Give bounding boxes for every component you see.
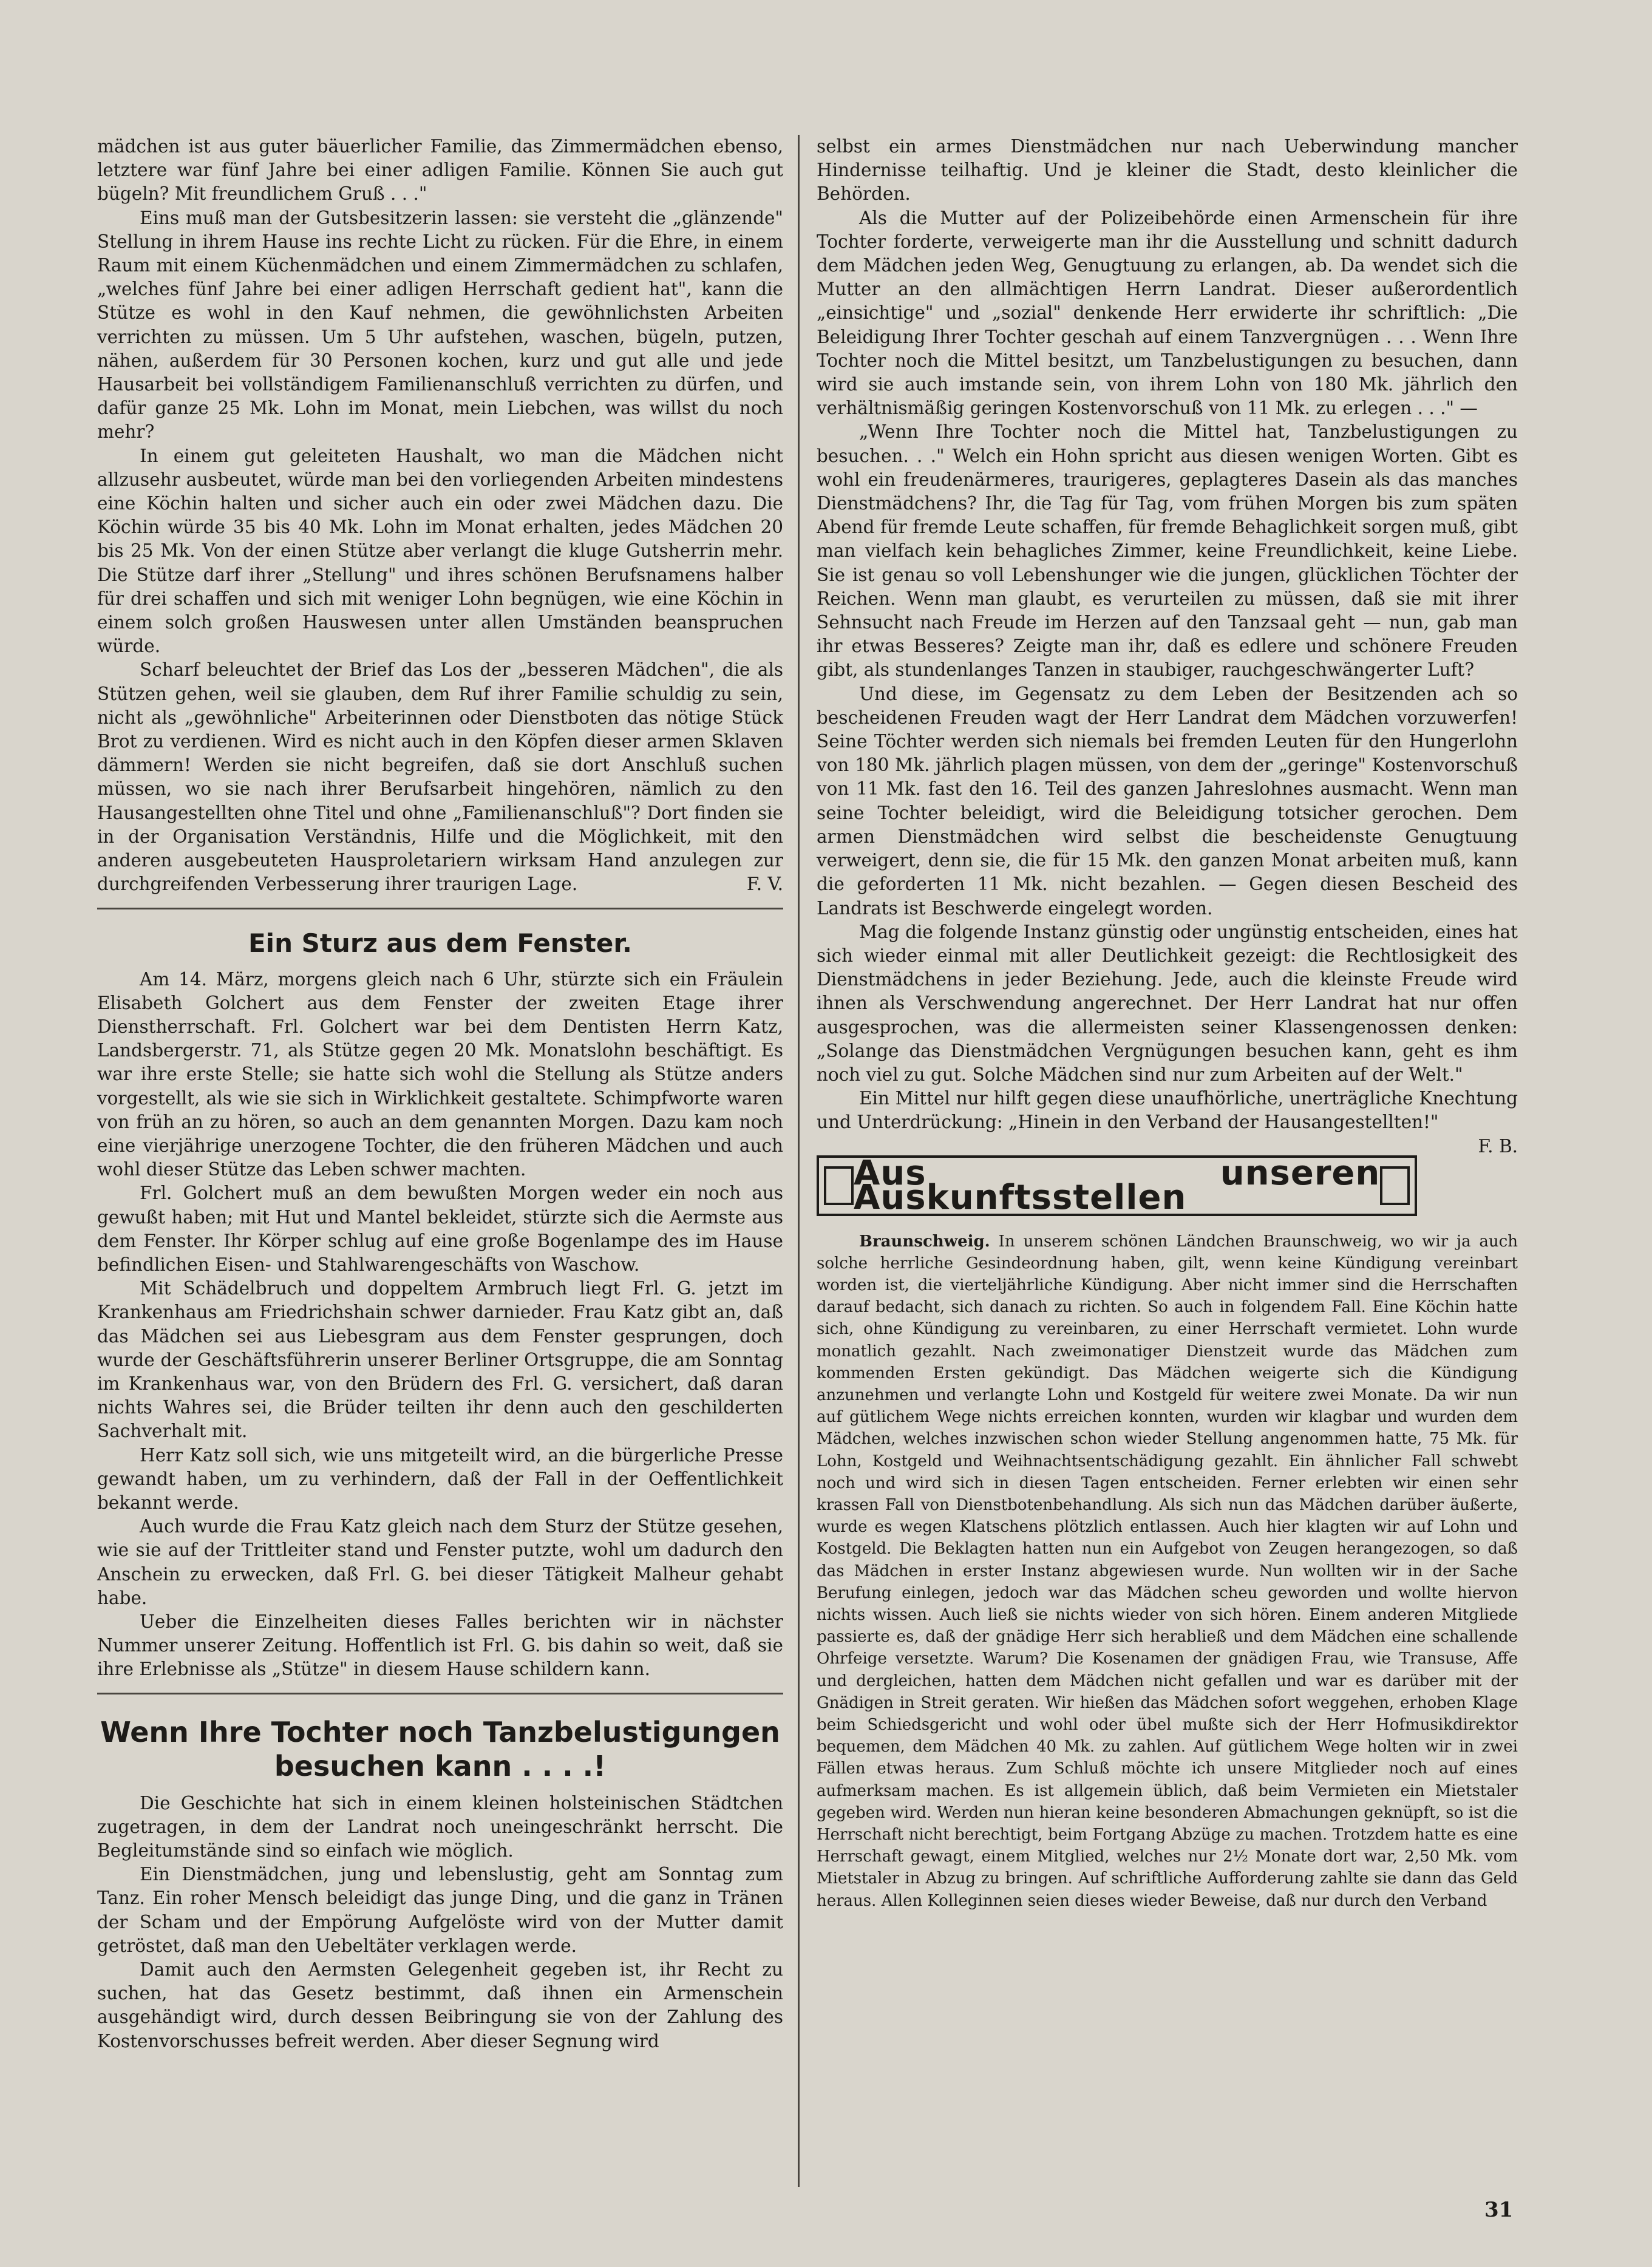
article-heading — [97, 1715, 783, 1783]
left-column — [97, 135, 783, 2053]
paragraph: Herr Katz soll sich, wie uns mitgeteilt wird, an die bürgerliche Presse gewandt haben, um zu verhindern, daß der Fall in der Oeffentlichkeit bekannt werde. — [97, 1444, 783, 1513]
section-divider — [97, 1693, 783, 1694]
paragraph: Mag die folgende Instanz günstig oder ungünstig entscheiden, eines hat sich wieder einmal mit aller Deutlichkeit gezeigt: die Rechtlosigkeit des Dienstmädchens in jeder Beziehung. Jede, auch die kleinste Freude wird ihnen als Verschwendung angerechnet. Der Herr Landrat hat nur offen ausgesprochen, was die allermeisten seiner Klassengenossen denken: „Solange das Dienstmädchen Vergnügungen besuchen kann, geht es ihm noch viel zu gut. Solche Mädchen sind nur zum Arbeiten auf der Welt." — [817, 921, 1518, 1085]
box-ornament — [1380, 1166, 1410, 1205]
paragraph: „Wenn Ihre Tochter noch die Mittel hat, Tanzbelustigungen zu besuchen. . ." Welch ein Hohn spricht aus diesen wenigen Worten. Gibt es wohl ein freudenärmeres, traurigeres, geplagteres Dasein als das manches Dienstmädchens? Ihr, die Tag für Tag, vom frühen Morgen bis zum späten Abend für fremde Leute schaffen, für fremde Behaglichkeit sorgen muß, gibt man vielfach kein behagliches Zimmer, keine Freundlichkeit, keine Liebe. Sie ist genau so voll Lebenshunger wie die jungen, glücklichen Töchter der Reichen. Wenn man glaubt, es verurteilen zu müssen, daß sie mit ihrer Sehnsucht nach Freude im Herzen auf den Tanzsaal geht — nun, gab man ihr etwas Besseres? Zeigte man ihr, daß es edlere und schönere Freuden gibt, als stundenlanges Tanzen in staubiger, rauchgeschwängerter Luft? — [817, 421, 1518, 681]
article-heading: Ein Sturz aus dem Fenster. — [248, 928, 633, 958]
report-location: Braunschweig. — [859, 1232, 990, 1251]
paragraph-text: Ein Mittel nur hilft gegen diese unaufhörliche, unerträgliche Knechtung und Unterdrückung: „Hinein in den Verband der Hausangestellten!" — [817, 1088, 1518, 1133]
paragraph: Die Geschichte hat sich in einem kleinen holsteinischen Städtchen zugetragen, in dem der Landrat noch uneingeschränkt herrscht. Die Begleitumstände sind so einfach wie möglich. — [97, 1792, 783, 1861]
paragraph: mädchen ist aus guter bäuerlicher Familie, das Zimmermädchen ebenso, letztere war fünf Jahre bei einer adligen Familie. Können Sie auch gut bügeln? Mit freundlichem Gruß . . ." — [97, 136, 783, 205]
paragraph: selbst ein armes Dienstmädchen nur nach Ueberwindung mancher Hindernisse teilhaftig. Und je kleiner die Stadt, desto kleinlicher die Behörden. — [817, 136, 1518, 205]
paragraph — [97, 658, 783, 896]
paragraph: Damit auch den Aermsten Gelegenheit gegeben ist, ihr Recht zu suchen, hat das Gesetz bestimmt, daß ihnen ein Armenschein ausgehändigt wird, durch dessen Beibringung sie von der Zahlung des Kostenvorschusses befreit werden. Aber dieser Segnung wird — [97, 1959, 783, 2051]
paragraph: Auch wurde die Frau Katz gleich nach dem Sturz der Stütze gesehen, wie sie auf der Trittleiter stand und Fenster putzte, wohl um dadurch den Anschein zu erwecken, daß Frl. G. bei dieser Tätigkeit Malheur gehabt habe. — [97, 1516, 783, 1608]
heading-line: Wenn Ihre Tochter noch Tanzbelustigungen — [100, 1715, 780, 1749]
paragraph: Frl. Golchert muß an dem bewußten Morgen weder ein noch aus gewußt haben; mit Hut und Mantel bekleidet, stürzte sich die Aermste aus dem Fenster. Ihr Körper schlug auf eine große Bogenlampe des im Hause befindlichen Eisen- und Stahlwarengeschäfts von Waschow. — [97, 1183, 783, 1275]
report-paragraph — [817, 1231, 1518, 1912]
paragraph: In einem gut geleiteten Haushalt, wo man die Mädchen nicht allzusehr ausbeutet, würde man bei den vorliegenden Arbeiten mindestens eine Köchin halten und sicher auch ein oder zwei Mädchen dazu. Die Köchin würde 35 bis 40 Mk. Lohn im Monat erhalten, jedes Mädchen 20 bis 25 Mk. Von der einen Stütze aber verlangt die kluge Gutsherrin mehr. Die Stütze darf ihrer „Stellung" und ihres schönen Berufsnamens halber für drei schaffen und sich mit weniger Lohn begnügen, wie eine Köchin in einem solch großen Hauswesen unter allen Umständen beanspruchen würde. — [97, 445, 783, 657]
box-ornament — [824, 1166, 854, 1205]
paragraph: Ueber die Einzelheiten dieses Falles berichten wir in nächster Nummer unserer Zeitung. Hoffentlich ist Frl. G. bis dahin so weit, daß sie ihre Erlebnisse als „Stütze" in diesem Hause schildern kann. — [97, 1611, 783, 1680]
heading-line: besuchen kann . . . .! — [274, 1749, 607, 1783]
section-divider — [97, 908, 783, 909]
paragraph — [817, 1087, 1518, 1157]
paragraph: Ein Dienstmädchen, jung und lebenslustig, geht am Sonntag zum Tanz. Ein roher Mensch beleidigt das junge Ding, und die ganz in Tränen der Scham und der Empörung Aufgelöste wird von der Mutter damit getröstet, daß man den Uebeltäter verklagen werde. — [97, 1864, 783, 1956]
paragraph: Und diese, im Gegensatz zu dem Leben der Besitzenden ach so bescheidenen Freuden wagt der Herr Landrat dem Mädchen vorzuwerfen! Seine Töchter werden sich niemals bei fremden Leuten für den Hungerlohn von 180 Mk. jährlich plagen müssen, von dem der „geringe" Kostenvorschuß von 11 Mk. fast den 16. Teil des ganzen Jahreslohnes ausmacht. Wenn man seine Tochter beleidigt, wird die Beleidigung totsicher gerochen. Dem armen Dienstmädchen wird selbst die bescheidenste Genugtuung verweigert, denn sie, die für 15 Mk. den ganzen Monat arbeiten muß, kann die geforderten 11 Mk. nicht bezahlen. — Gegen diesen Bescheid des Landrats ist Beschwerde eingelegt worden. — [817, 683, 1518, 919]
paragraph: Eins muß man der Gutsbesitzerin lassen: sie versteht die „glänzende" Stellung in ihrem Hause ins rechte Licht zu rücken. Für die Ehre, in einem Raum mit einem Küchenmädchen und einem Zimmermädchen zu schlafen, „welches fünf Jahre bei einer adligen Herrschaft gedient hat", kann die Stütze es wohl in den Kauf nehmen, die gewöhnlichsten Arbeiten verrichten zu müssen. Um 5 Uhr aufstehen, waschen, bügeln, putzen, nähen, außerdem für 30 Personen kochen, kurz und gut alle und jede Hausarbeit bei vollständigem Familienanschluß verrichten zu dürfen, und dafür ganze 25 Mk. Lohn im Monat, mein Liebchen, was willst du noch mehr? — [97, 207, 783, 443]
paragraph: Mit Schädelbruch und doppeltem Armbruch liegt Frl. G. jetzt im Krankenhaus am Friedrichshain schwer darnieder. Frau Katz gibt an, daß das Mädchen sei aus Liebesgram aus dem Fenster gesprungen, doch wurde der Geschäftsführerin unserer Berliner Ortsgruppe, die am Sonntag im Krankenhaus war, von den Brüdern des Frl. G. versichert, daß daran nichts Wahres sei, die Brüder teilten ihr denn auch den geschilderten Sachverhalt mit. — [97, 1278, 783, 1442]
column-divider — [798, 135, 800, 2187]
signature: F. B. — [1478, 1135, 1518, 1157]
paragraph: Als die Mutter auf der Polizeibehörde einen Armenschein für ihre Tochter forderte, verweigerte man ihr die Ausstellung und schnitt dadurch dem Mädchen jeden Weg, Genugtuung zu erlangen, ab. Da wendet sich die Mutter an den allmächtigen Herrn Landrat. Dieser außerordentlich „einsichtige" und „sozial" denkende Herr erwiderte ihr schriftlich: „Die Beleidigung Ihrer Tochter geschah auf einem Tanzvergnügen . . . Wenn Ihre Tochter noch die Mittel besitzt, um Tanzbelustigungen zu besuchen, dann wird sie auch imstande sein, von ihrem Lohn von 180 Mk. jährlich den verhältnismäßig geringen Kostenvorschuß von 11 Mk. zu erlegen . . ." — — [817, 207, 1518, 419]
paragraph-text: Scharf beleuchtet der Brief das Los der „besseren Mädchen", die als Stützen gehen, weil sie glauben, dem Ruf ihrer Familie schuldig zu sein, nicht als „gewöhnliche" Arbeiterinnen oder Dienstboten das nötige Stück Brot zu verdienen. Wird es nicht auch in den Köpfen dieser armen Sklaven dämmern! Werden sie nicht begreifen, daß sie dort Anschluß suchen müssen, wo sie nach ihrer Berufsarbeit hingehören, nämlich zu den Hausangestellten ohne Titel und ohne „Familienanschluß"? Dort finden sie in der Organisation Verständnis, Hilfe und die Möglichkeit, mit den anderen ausgebeuteten Hausproletariern wirksam Hand anzulegen zur durchgreifenden Verbesserung ihrer traurigen Lage. — [97, 659, 783, 895]
section-header-box — [817, 1155, 1417, 1216]
section-title: Aus unseren Auskunftsstellen — [854, 1154, 1381, 1217]
right-column — [817, 135, 1518, 1912]
page-number: 31 — [1484, 2198, 1514, 2222]
report-text: In unserem schönen Ländchen Braunschweig, wo wir ja auch solche herrliche Gesindeordnung haben, gilt, wenn keine Kündigung vereinbart worden ist, die vierteljährliche Kündigung. Aber nicht immer sind die Herrschaften darauf bedacht, sich danach zu richten. So auch in folgendem Fall. Eine Köchin hatte sich, ohne Kündigung zu vereinbaren, zu einer Herrschaft vermietet. Lohn wurde monatlich gezahlt. Nach zweimonatiger Dienstzeit wurde das Mädchen zum kommenden Ersten gekündigt. Das Mädchen weigerte sich die Kündigung anzunehmen und verlangte Lohn und Kostgeld für weitere zwei Monate. Da wir nun auf gütlichem Wege nichts erreichen konnten, wurden wir klagbar und wurden dem Mädchen, welches inzwischen schon wieder Stellung angenommen hatte, 75 Mk. für Lohn, Kostgeld und Weihnachtsentschädigung gezahlt. Ein ähnlicher Fall schwebt noch und wird sich in diesen Tagen entscheiden. Ferner erlebten wir einen sehr krassen Fall von Dienstbotenbehandlung. Als sich nun das Mädchen darüber äußerte, wurde es wegen Klatschens plötzlich entlassen. Auch hier klagten wir auf Lohn und Kostgeld. Die Beklagten hatten nun ein Aufgebot von Zeugen herangezogen, so daß das Mädchen in erster Instanz abgewiesen wurde. Nun wollten wir in der Sache Berufung einlegen, jedoch war das Mädchen scheu geworden und wollte hiervon nichts wissen. Auch ließ sie nichts wieder von sich hören. Einem anderen Mitgliede passierte es, daß der gnädige Herr sich herabließ und dem Mädchen eine schallende Ohrfeige versetzte. Warum? Die Kosenamen der gnädigen Frau, wie Transuse, Affe und dergleichen, hatten dem Mädchen nicht gefallen und war es darüber mit der Gnädigen in Streit geraten. Wir hießen das Mädchen sofort weggehen, erhoben Klage beim Schiedsgericht und wohl oder übel mußte sich der Herr Hofmusikdirektor bequemen, dem Mädchen 40 Mk. zu zahlen. Auf gütlichem Wege holten wir in zwei Fällen etwas heraus. Zum Schluß möchte ich unsere Mitglieder noch auf eines aufmerksam machen. Es ist allgemein üblich, daß beim Vermieten ein Mietstaler gegeben wird. Werden nun hieran keine besonderen Abmachungen geknüpft, so ist die Herrschaft nicht berechtigt, beim Fortgang Abzüge zu machen. Trotzdem hatte es eine Herrschaft gewagt, einem Mitglied, welches nur 2½ Monate dort war, 2,50 Mk. vom Mietstaler in Abzug zu bringen. Auf schriftliche Aufforderung zahlte sie dann das Geld heraus. Allen Kolleginnen seien dieses wieder Beweise, daß nur durch den Verband — [817, 1232, 1518, 1910]
paragraph: Am 14. März, morgens gleich nach 6 Uhr, stürzte sich ein Fräulein Elisabeth Golchert aus dem Fenster der zweiten Etage ihrer Dienstherrschaft. Frl. Golchert war bei dem Dentisten Herrn Katz, Landsbergerstr. 71, als Stütze gegen 20 Mk. Monatslohn beschäftigt. Es war ihre erste Stelle; sie hatte sich wohl die Stellung als Stütze anders vorgestellt, als wie sie sich in Wirklichkeit gestaltete. Schimpfworte waren von früh an zu hören, so auch an dem genannten Morgen. Dazu kam noch eine vierjährige unerzogene Tochter, die den früheren Mädchen und auch wohl dieser Stütze das Leben schwer machten. — [97, 968, 783, 1180]
signature: F. V. — [746, 874, 783, 895]
